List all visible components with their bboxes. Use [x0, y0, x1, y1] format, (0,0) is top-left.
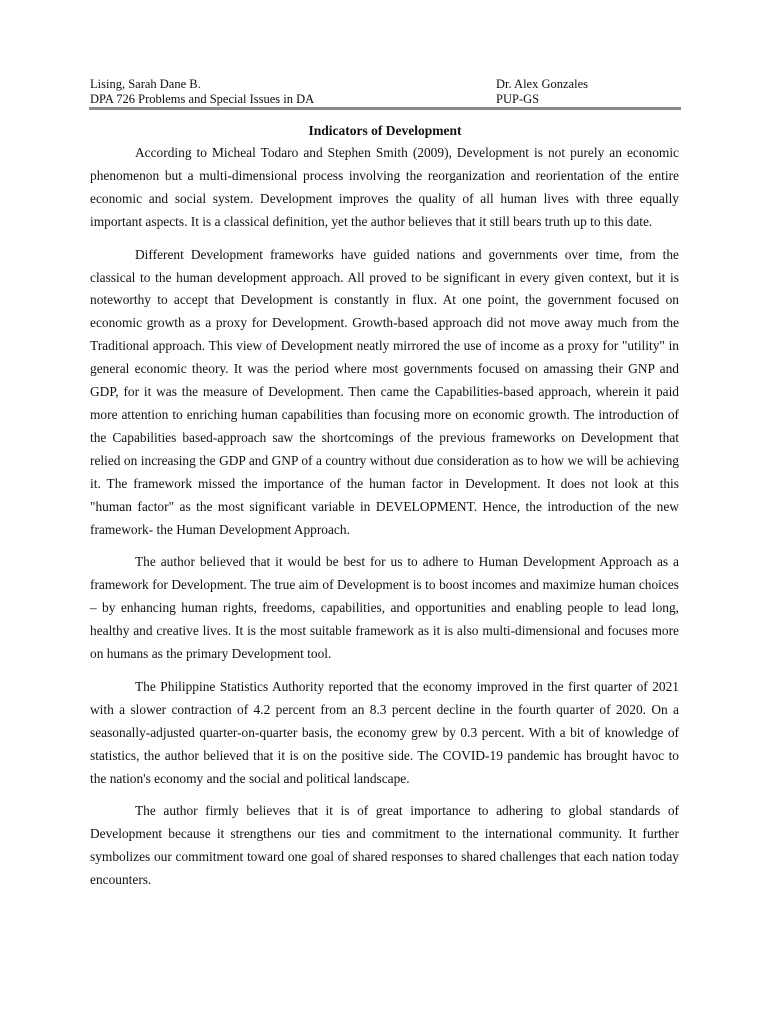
header-right-block [496, 77, 588, 107]
header-divider [89, 107, 681, 110]
course-name: DPA 726 Problems and Special Issues in DA [90, 92, 315, 106]
paragraph-2: Different Development frameworks have guided nations and governments over time, from the classical to the human development approach. All proved to be significant in every given context, but it is noteworthy to accept that Development is constantly in flux. At one point, the government focused on economic growth as a proxy for Development. Growth-based approach did not move away much from the Traditional approach. This view of Development neatly mirrored the use of income as a proxy for "utility" in general economic theory. It was the period where most governments focused on amassing their GNP and GDP, for it was the measure of Development. Then came the Capabilities-based approach, wherein it paid more attention to enriching human capabilities than focusing more on economic growth. The introduction of the Capabilities based-approach saw the shortcomings of the previous frameworks on Development that relied on increasing the GDP and GNP of a country without due consideration as to how we will be achieving it. The framework missed the importance of the human factor in Development. It does not look at this "human factor" as the most significant variable in DEVELOPMENT. Hence, the introduction of the new framework- the Human Development Approach. [90, 246, 679, 537]
paragraph-4: The Philippine Statistics Authority reported that the economy improved in the first quarter of 2021 with a slower contraction of 4.2 percent from an 8.3 percent decline in the fourth quarter of 2020. On a seasonally-adjusted quarter-on-quarter basis, the economy grew by 0.3 percent. With a bit of knowledge of statistics, the author believed that it is on the positive side. The COVID-19 pandemic has brought havoc to the nation's economy and the social and political landscape. [90, 678, 679, 786]
paragraph-5: The author firmly believes that it is of great importance to adhering to global standards of Development because it strengthens our ties and commitment to the international community. It further symbolizes our commitment toward one goal of shared responses to shared challenges that each nation today encounters. [90, 803, 679, 888]
document-body [90, 142, 679, 902]
institution-name: PUP-GS [496, 92, 540, 106]
paragraph-1: According to Micheal Todaro and Stephen Smith (2009), Development is not purely an economic phenomenon but a multi-dimensional process involving the reorganization and reorientation of the entire economic and social system. Development improves the quality of all human lives with three equally important aspects. It is a classical definition, yet the author believes that it still bears truth up to this date. [90, 145, 679, 229]
author-name: Lising, Sarah Dane B. [90, 77, 201, 91]
header-left-block [90, 77, 314, 107]
document-title: Indicators of Development [308, 123, 462, 138]
paragraph-3: The author believed that it would be best for us to adhere to Human Development Approach as a framework for Development. The true aim of Development is to boost incomes and maximize human choices – by enhancing human rights, freedoms, capabilities, and opportunities and enabling people to lead long, healthy and creative lives. It is the most suitable framework as it is also multi-dimensional and focuses more on humans as the primary Development tool. [90, 554, 679, 662]
professor-name: Dr. Alex Gonzales [496, 77, 588, 91]
